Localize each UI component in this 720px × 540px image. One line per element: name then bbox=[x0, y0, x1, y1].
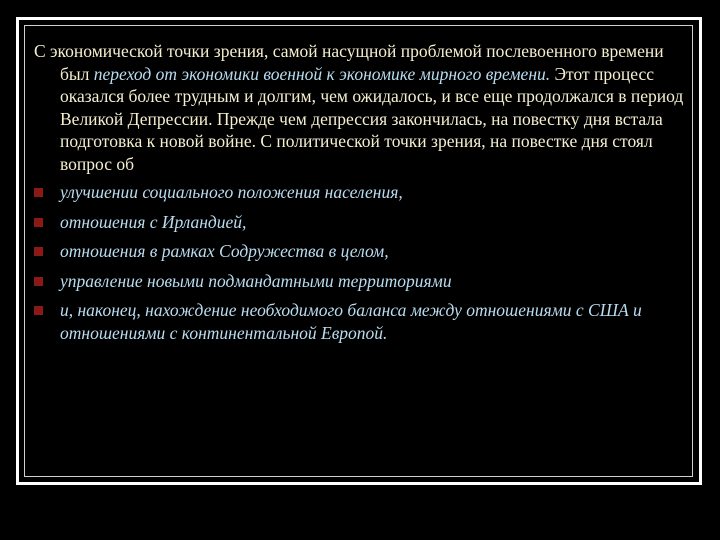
intro-text-part1: С экономической точки зрения, самой насущной проблемой послевоенного времени был bbox=[34, 41, 664, 84]
bullet-square-icon bbox=[34, 277, 43, 286]
intro-text-part2: Этот процесс оказался более трудным и долгим, чем ожидалось, и все еще продолжался в период Великой Депрессии. Прежде чем депрессия закончилась, на повестку дня встала подготовка к новой войне. С политической точки зрения, на повестке дня стоял вопрос об bbox=[60, 63, 684, 174]
list-item-text: и, наконец, нахождение необходимого баланса между отношениями с США и отношениями с континентальной Европой. bbox=[60, 300, 642, 343]
list-item-text: управление новыми подмандатными территориями bbox=[60, 270, 452, 291]
list-item bbox=[34, 211, 689, 234]
bullet-square-icon bbox=[34, 188, 43, 197]
bullet-square-icon bbox=[34, 247, 43, 256]
list-item bbox=[34, 240, 689, 263]
list-item bbox=[34, 299, 689, 344]
topic-list bbox=[34, 181, 689, 344]
list-item-text: отношения с Ирландией, bbox=[60, 211, 247, 232]
intro-paragraph bbox=[34, 40, 689, 175]
list-item bbox=[34, 181, 689, 204]
list-item bbox=[34, 270, 689, 293]
slide-content bbox=[34, 40, 689, 351]
list-item-text: улучшении социального положения населения, bbox=[60, 182, 403, 202]
intro-emphasis: переход от экономики военной к экономике мирного времени. bbox=[93, 63, 551, 84]
bullet-square-icon bbox=[34, 306, 43, 315]
list-item-text: отношения в рамках Содружества в целом, bbox=[60, 241, 389, 261]
bullet-square-icon bbox=[34, 218, 43, 227]
